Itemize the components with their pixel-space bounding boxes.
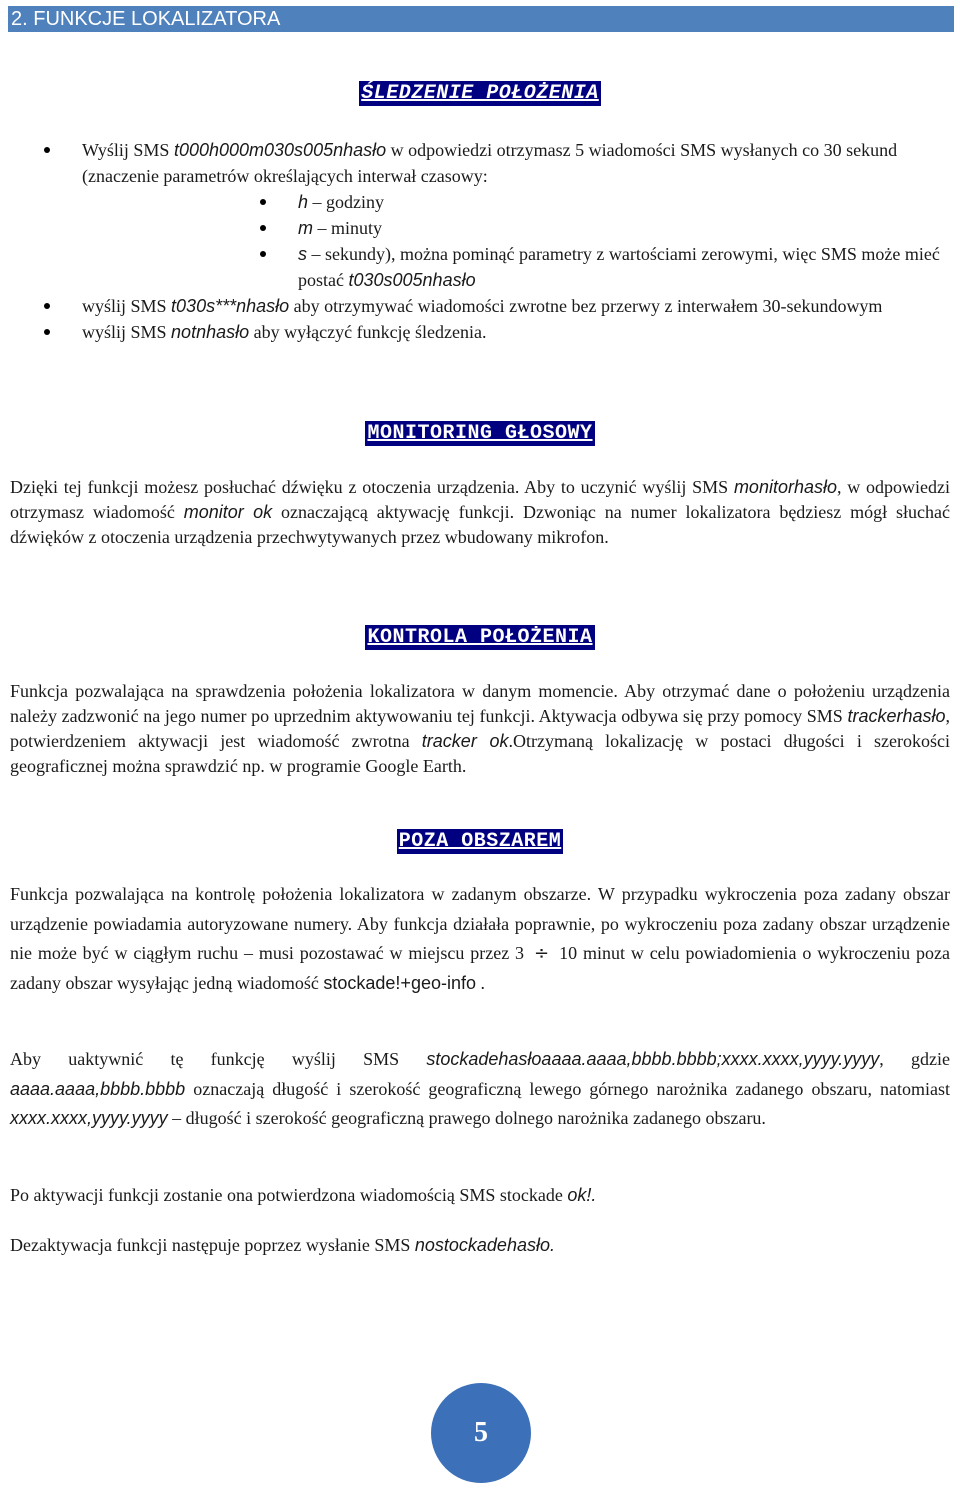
area-paragraph-1: Funkcja pozwalająca na kontrolę położenia lokalizatora w zadanym obszarze. W przypadku wykroczenia poza zadany obszar urządzenie powiadamia autoryzowane numery. Aby funkcja działała poprawnie, po wykroczeniu poza zadany obszar urządzenie nie może być w ciągłym ruchu – musi pozostawać w miejscu przez 3 ÷ 10 minut w celu powiadomienia o wykroczeniu poza zadany obszar wysyłając jedną wiadomość stockade!+geo-info . xyxy=(10,884,950,993)
location-paragraph: Funkcja pozwalająca na sprawdzenia położenia lokalizatora w danym momencie. Aby otrzymać dane o położeniu urządzenia należy zadzwonić na jego numer po uprzednim aktywowaniu tej funkcji. Aktywacja odbywa się przy pomocy SMS trackerhasło, potwierdzeniem aktywacji jest wiadomość zwrotna tracker ok.Otrzymaną lokalizację w postaci długości i szerokości geograficznej można sprawdzić np. w programie Google Earth. xyxy=(10,681,950,776)
chapter-header: 2. FUNKCJE LOKALIZATORA xyxy=(8,6,954,32)
page-number: 5 xyxy=(431,1383,531,1483)
section-title-monitoring: MONITORING GŁOSOWY xyxy=(367,422,593,445)
list-item: s – sekundy), można pominąć parametry z wartościami zerowymi, więc SMS może mieć postać t030s005nhasło xyxy=(0,241,960,293)
section-title-area: POZA OBSZAREM xyxy=(398,830,562,853)
bullet-icon xyxy=(44,147,50,153)
list-item: wyślij SMS t030s***nhasło aby otrzymywać wiadomości zwrotne bez przerwy z interwałem 30-sekundowym xyxy=(0,293,960,319)
list-item: m – minuty xyxy=(0,215,960,241)
list-item: Wyślij SMS t000h000m030s005nhasło w odpowiedzi otrzymasz 5 wiadomości SMS wysłanych co 30 sekund (znaczenie parametrów określających interwał czasowy: xyxy=(0,137,960,189)
section-title-location: KONTROLA POŁOŻENIA xyxy=(367,626,593,649)
area-paragraph-3: Po aktywacji funkcji zostanie ona potwierdzona wiadomością SMS stockade ok!. xyxy=(10,1185,597,1205)
bullet-icon xyxy=(260,225,266,231)
list-item: h – godziny xyxy=(0,189,960,215)
list-item: wyślij SMS notnhasło aby wyłączyć funkcję śledzenia. xyxy=(0,319,960,345)
area-paragraph-2: Aby uaktywnić tę funkcję wyślij SMS stockadehasłoaaaa.aaaa,bbbb.bbbb;xxxx.xxxx,yyyy.yyyy, gdzie aaaa.aaaa,bbbb.bbbb oznaczają długość i szerokość geograficzną lewego górnego narożnika zadanego obszaru, natomiast xxxx.xxxx,yyyy.yyyy – długość i szerokość geograficzną prawego dolnego narożnika zadanego obszaru. xyxy=(10,1049,950,1128)
section-title-tracking: ŚLEDZENIE POŁOŻENIA xyxy=(361,82,599,105)
bullet-icon xyxy=(260,251,266,257)
area-paragraph-4: Dezaktywacja funkcji następuje poprzez wysłanie SMS nostockadehasło. xyxy=(10,1235,555,1255)
monitoring-paragraph: Dzięki tej funkcji możesz posłuchać dźwięku z otoczenia urządzenia. Aby to uczynić wyślij SMS monitorhasło, w odpowiedzi otrzymasz wiadomość monitor ok oznaczającą aktywację funkcji. Dzwoniąc na numer lokalizatora będziesz mógł słuchać dźwięków z otoczenia urządzenia przechwytywanych przez wbudowany mikrofon. xyxy=(10,477,950,547)
divide-symbol: ÷ xyxy=(534,943,550,964)
bullet-icon xyxy=(260,199,266,205)
tracking-list xyxy=(0,137,960,345)
bullet-icon xyxy=(44,329,50,335)
bullet-icon xyxy=(44,303,50,309)
